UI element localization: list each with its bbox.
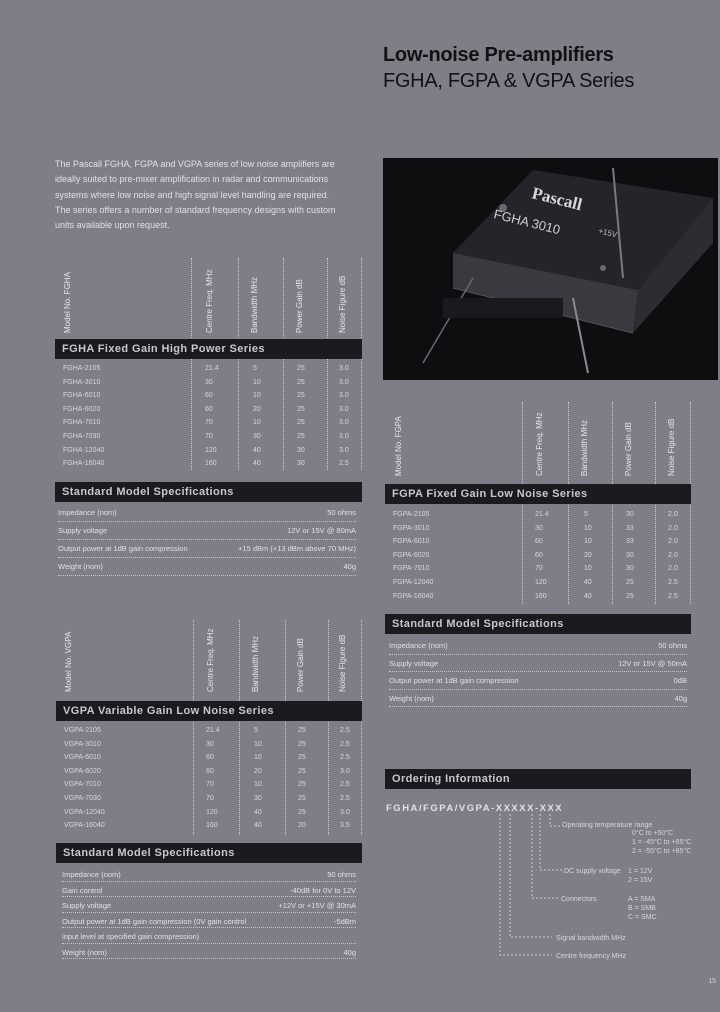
value-cell: 10 <box>253 378 261 386</box>
fgpa-spec-title: Standard Model Specifications <box>385 614 691 634</box>
value-cell: 120 <box>206 808 218 816</box>
value-cell: 3.0 <box>339 446 349 454</box>
spec-label: input level at specified gain compression) <box>62 932 200 941</box>
value-cell: 2.5 <box>668 579 678 586</box>
spec-row <box>58 562 356 571</box>
value-cell: 40 <box>253 446 261 454</box>
value-cell: 10 <box>584 524 592 532</box>
col-bandwidth: Bandwidth MHz <box>580 419 589 476</box>
intro-line: The series offers a number of standard frequency designs with custom <box>55 204 336 215</box>
ordering-item-option: 2 = 15V <box>628 877 653 884</box>
value-cell: 30 <box>626 565 634 573</box>
model-cell: VGPA-16040 <box>64 822 105 830</box>
photo-brand: Pascall <box>530 183 585 215</box>
spec-row <box>58 526 356 535</box>
fgha-model-header: Model No. FGHA <box>63 272 72 333</box>
spec-label: Impedance (nom) <box>62 870 121 879</box>
model-cell: FGPA-2105 <box>393 511 430 518</box>
value-cell: 30 <box>535 524 543 532</box>
value-cell: 3.5 <box>340 822 350 830</box>
spec-row <box>62 870 356 879</box>
value-cell: 2.5 <box>339 460 349 468</box>
spec-divider <box>58 539 356 540</box>
intro-paragraph <box>55 157 355 233</box>
value-cell: 33 <box>626 524 634 532</box>
value-cell: 30 <box>206 740 214 748</box>
value-cell: 2.5 <box>340 781 350 789</box>
spec-value: 40g <box>343 947 356 957</box>
ordering-item-label: Signal bandwidth MHz <box>556 935 626 942</box>
amplifier-module-image <box>383 158 718 380</box>
ordering-item-option: 1 = 12V <box>628 868 653 875</box>
table-row <box>64 752 374 765</box>
value-cell: 60 <box>205 405 213 413</box>
fgha-spec-title: Standard Model Specifications <box>55 482 362 502</box>
value-cell: 25 <box>297 378 305 386</box>
value-cell: 25 <box>297 433 305 440</box>
page-title: Low-noise Pre-amplifiers <box>383 44 614 66</box>
table-row <box>393 550 703 563</box>
model-cell: FGPA-6020 <box>393 551 430 559</box>
spec-row <box>62 886 356 895</box>
vgpa-model-header: Model No. VGPA <box>64 631 73 692</box>
table-row <box>64 766 374 779</box>
value-cell: 3.0 <box>339 433 349 440</box>
spec-value: 50 ohms <box>327 508 356 517</box>
value-cell: 120 <box>205 446 217 454</box>
value-cell: 25 <box>626 579 634 586</box>
value-cell: 2.0 <box>668 511 678 518</box>
value-cell: 25 <box>298 740 306 748</box>
value-cell: 60 <box>205 392 213 400</box>
spec-label: Impedance (nom) <box>389 641 448 650</box>
value-cell: 2.5 <box>340 727 350 734</box>
value-cell: 21.4 <box>206 727 220 734</box>
value-cell: 10 <box>584 565 592 573</box>
value-cell: 2.5 <box>668 592 678 600</box>
value-cell: 40 <box>253 460 261 468</box>
value-cell: 2.5 <box>340 740 350 748</box>
value-cell: 5 <box>584 511 588 518</box>
spec-value: 0dB <box>673 676 687 685</box>
table-row <box>64 725 374 738</box>
spec-label: Weight (nom) <box>389 693 434 703</box>
col-bandwidth: Bandwidth MHz <box>251 635 260 692</box>
table-row <box>393 591 703 604</box>
value-cell: 10 <box>254 781 262 789</box>
model-cell: FGPA-6010 <box>393 538 430 546</box>
value-cell: 2.5 <box>340 754 350 762</box>
col-noise-figure: Noise Figure dB <box>667 418 676 476</box>
spec-divider <box>62 896 356 897</box>
value-cell: 60 <box>535 551 543 559</box>
table-row <box>393 523 703 536</box>
value-cell: 3.0 <box>339 365 349 372</box>
value-cell: 30 <box>253 433 261 440</box>
value-cell: 60 <box>206 754 214 762</box>
value-cell: 25 <box>297 419 305 427</box>
spec-row <box>389 641 687 650</box>
value-cell: 30 <box>297 460 305 468</box>
spec-value: 40g <box>343 562 356 571</box>
spec-divider <box>389 689 687 690</box>
model-cell: VGPA-7030 <box>64 795 101 802</box>
fgpa-series-title: FGPA Fixed Gain Low Noise Series <box>385 484 691 504</box>
spec-divider <box>62 927 356 928</box>
intro-line: units available upon request. <box>55 220 170 231</box>
value-cell: 10 <box>254 754 262 762</box>
col-power-gain: Power Gain dB <box>624 422 633 476</box>
value-cell: 70 <box>535 565 543 573</box>
table-row <box>393 563 703 576</box>
ordering-item-label: Operating temperature range <box>562 822 653 829</box>
spec-row <box>58 508 356 517</box>
spec-label: Supply voltage <box>58 526 108 535</box>
spec-row <box>389 676 687 685</box>
table-row <box>63 417 373 430</box>
spec-row <box>62 948 356 957</box>
spec-divider <box>58 557 356 558</box>
ordering-item-label: Centre frequency MHz <box>556 953 627 960</box>
spec-row <box>62 901 356 910</box>
ordering-item-option: 0°C to +50°C <box>632 830 674 837</box>
spec-divider <box>58 521 356 522</box>
model-cell: FGHA-7030 <box>63 433 101 440</box>
value-cell: 25 <box>297 392 305 400</box>
value-cell: 25 <box>626 592 634 600</box>
spec-label: Supply voltage <box>389 658 439 668</box>
spec-value: 40g <box>674 693 687 703</box>
value-cell: 70 <box>205 419 213 427</box>
col-noise-figure: Noise Figure dB <box>338 275 347 333</box>
value-cell: 33 <box>626 538 634 546</box>
intro-line: The Pascall FGHA, FGPA and VGPA series of low noise amplifiers are <box>55 159 335 169</box>
model-cell: FGPA-7010 <box>393 565 430 573</box>
spec-label: Impedance (nom) <box>58 508 117 517</box>
table-row <box>64 739 374 752</box>
col-power-gain: Power Gain dB <box>295 279 304 333</box>
value-cell: 70 <box>206 781 214 789</box>
ordering-title: Ordering Information <box>385 769 691 789</box>
table-row <box>63 458 373 471</box>
table-row <box>64 807 374 820</box>
value-cell: 40 <box>584 592 592 600</box>
table-row <box>64 820 374 833</box>
model-cell: VGPA-6010 <box>64 754 101 762</box>
table-row <box>393 577 703 590</box>
spec-divider <box>62 958 356 959</box>
spec-label: Weight (nom) <box>62 947 107 957</box>
value-cell: 25 <box>297 365 305 372</box>
value-cell: 3.0 <box>339 419 349 427</box>
table-row <box>63 404 373 417</box>
value-cell: 20 <box>254 767 262 775</box>
model-cell: FGPA-16040 <box>393 592 434 600</box>
spec-value: +15 dBm (+13 dBm above 70 MHz) <box>238 544 356 553</box>
col-centre-freq: Centre Freq. MHz <box>205 269 214 333</box>
value-cell: 40 <box>584 579 592 586</box>
photo-model: FGHA 3010 <box>492 206 562 238</box>
page-subtitle: FGHA, FGPA & VGPA Series <box>383 70 635 92</box>
model-cell: FGHA-2105 <box>63 365 101 372</box>
table-row <box>63 431 373 444</box>
value-cell: 3.0 <box>340 767 350 775</box>
value-cell: 70 <box>205 433 213 440</box>
product-photo <box>383 158 718 380</box>
spec-divider <box>62 943 356 944</box>
value-cell: 2.5 <box>340 795 350 802</box>
value-cell: 160 <box>206 822 218 830</box>
value-cell: 10 <box>584 538 592 546</box>
spec-label: Gain control <box>62 885 103 895</box>
spec-divider <box>62 912 356 913</box>
spec-divider <box>389 706 687 707</box>
spec-label: Weight (nom) <box>58 562 103 571</box>
spec-divider <box>62 881 356 882</box>
ordering-item-option: C = SMC <box>628 914 657 921</box>
value-cell: 5 <box>254 727 258 734</box>
model-cell: FGPA-12040 <box>393 579 434 586</box>
value-cell: 60 <box>535 538 543 546</box>
model-cell: FGHA-12040 <box>63 446 105 454</box>
col-noise-figure: Noise Figure dB <box>338 634 347 692</box>
photo-voltage: +15V <box>597 226 619 240</box>
spec-label: Output power at 1dB gain compression <box>389 676 519 685</box>
spec-value: 12V or 15V @ 80mA <box>287 526 356 535</box>
value-cell: 30 <box>297 446 305 454</box>
value-cell: 30 <box>626 551 634 559</box>
value-cell: 40 <box>254 808 262 816</box>
spec-value: -5dBm <box>333 916 356 926</box>
spec-divider <box>58 575 356 576</box>
model-cell: VGPA-6020 <box>64 767 101 775</box>
col-bandwidth: Bandwidth MHz <box>250 276 259 333</box>
value-cell: 2.0 <box>668 565 678 573</box>
ordering-item-option: B = SMB <box>628 905 656 912</box>
value-cell: 160 <box>535 592 547 600</box>
model-cell: FGHA-3010 <box>63 378 101 386</box>
value-cell: 25 <box>298 727 306 734</box>
value-cell: 3.0 <box>339 378 349 386</box>
ordering-item-option: 2 = -55°C to +85°C <box>632 848 692 855</box>
value-cell: 10 <box>254 740 262 748</box>
model-cell: FGHA-16040 <box>63 460 105 468</box>
value-cell: 30 <box>205 378 213 386</box>
spec-row <box>389 659 687 668</box>
table-row <box>393 509 703 522</box>
fgpa-model-header: Model No. FGPA <box>394 416 403 476</box>
value-cell: 5 <box>253 365 257 372</box>
value-cell: 160 <box>205 460 217 468</box>
spec-row <box>62 932 356 941</box>
vgpa-series-title: VGPA Variable Gain Low Noise Series <box>56 701 362 721</box>
intro-line: systems where low noise and high signal level handling are required. <box>55 189 330 200</box>
value-cell: 25 <box>298 795 306 802</box>
value-cell: 20 <box>298 822 306 830</box>
value-cell: 30 <box>626 511 634 518</box>
spec-value: 12V or 15V @ 50mA <box>618 658 687 668</box>
ordering-item-label: Connectors <box>561 896 597 903</box>
value-cell: 2.0 <box>668 538 678 546</box>
value-cell: 30 <box>254 795 262 802</box>
table-row <box>63 445 373 458</box>
spec-label: Output power at 1dB gain compression <box>58 544 188 553</box>
model-cell: VGPA-12040 <box>64 808 105 816</box>
value-cell: 3.0 <box>339 392 349 400</box>
ordering-item-option: A = SMA <box>628 896 656 903</box>
fgha-series-title: FGHA Fixed Gain High Power Series <box>55 339 362 359</box>
spec-value: 50 ohms <box>327 870 356 879</box>
spec-label: Supply voltage <box>62 901 112 910</box>
col-power-gain: Power Gain dB <box>296 638 305 692</box>
value-cell: 60 <box>206 767 214 775</box>
table-row <box>63 390 373 403</box>
model-cell: FGHA-7010 <box>63 419 101 427</box>
spec-row <box>389 694 687 703</box>
model-cell: FGPA-3010 <box>393 524 430 532</box>
table-row <box>393 536 703 549</box>
value-cell: 10 <box>253 392 261 400</box>
ordering-code: FGHA/FGPA/VGPA-XXXXX-XXX <box>386 803 564 814</box>
value-cell: 3.0 <box>339 405 349 413</box>
value-cell: 20 <box>584 551 592 559</box>
col-centre-freq: Centre Freq. MHz <box>535 412 544 476</box>
ordering-item-option: 1 = -45°C to +85°C <box>632 839 692 846</box>
value-cell: 70 <box>206 795 214 802</box>
value-cell: 3.0 <box>340 808 350 816</box>
value-cell: 25 <box>298 767 306 775</box>
spec-value: -40dB for 0V to 12V <box>290 885 356 895</box>
spec-divider <box>389 671 687 672</box>
value-cell: 40 <box>254 822 262 830</box>
col-centre-freq: Centre Freq. MHz <box>206 628 215 692</box>
spec-divider <box>389 654 687 655</box>
model-cell: VGPA-3010 <box>64 740 101 748</box>
model-cell: VGPA-7010 <box>64 781 101 789</box>
table-row <box>64 793 374 806</box>
value-cell: 10 <box>253 419 261 427</box>
table-row <box>64 779 374 792</box>
intro-line: ideally suited to pre-mixer amplification in radar and communications <box>55 174 329 185</box>
page-number: 15 <box>708 978 716 985</box>
value-cell: 2.0 <box>668 551 678 559</box>
spec-value: 50 ohms <box>658 641 687 650</box>
vgpa-spec-title: Standard Model Specifications <box>56 843 362 863</box>
spec-row <box>58 544 356 553</box>
table-row <box>63 363 373 376</box>
table-row <box>63 377 373 390</box>
model-cell: FGHA-6010 <box>63 392 101 400</box>
value-cell: 120 <box>535 579 547 586</box>
value-cell: 25 <box>297 405 305 413</box>
spec-label: Output power at 1dB gain compression (0V gain control <box>62 916 247 926</box>
value-cell: 20 <box>253 405 261 413</box>
value-cell: 25 <box>298 808 306 816</box>
value-cell: 21.4 <box>535 511 549 518</box>
spec-value: +12V or +15V @ 30mA <box>278 901 356 910</box>
value-cell: 2.0 <box>668 524 678 532</box>
value-cell: 21.4 <box>205 365 219 372</box>
model-cell: VGPA-2105 <box>64 727 101 734</box>
value-cell: 25 <box>298 754 306 762</box>
spec-row <box>62 917 356 926</box>
value-cell: 25 <box>298 781 306 789</box>
ordering-item-label: DC supply voltage <box>564 868 621 875</box>
model-cell: FGHA-6020 <box>63 405 101 413</box>
